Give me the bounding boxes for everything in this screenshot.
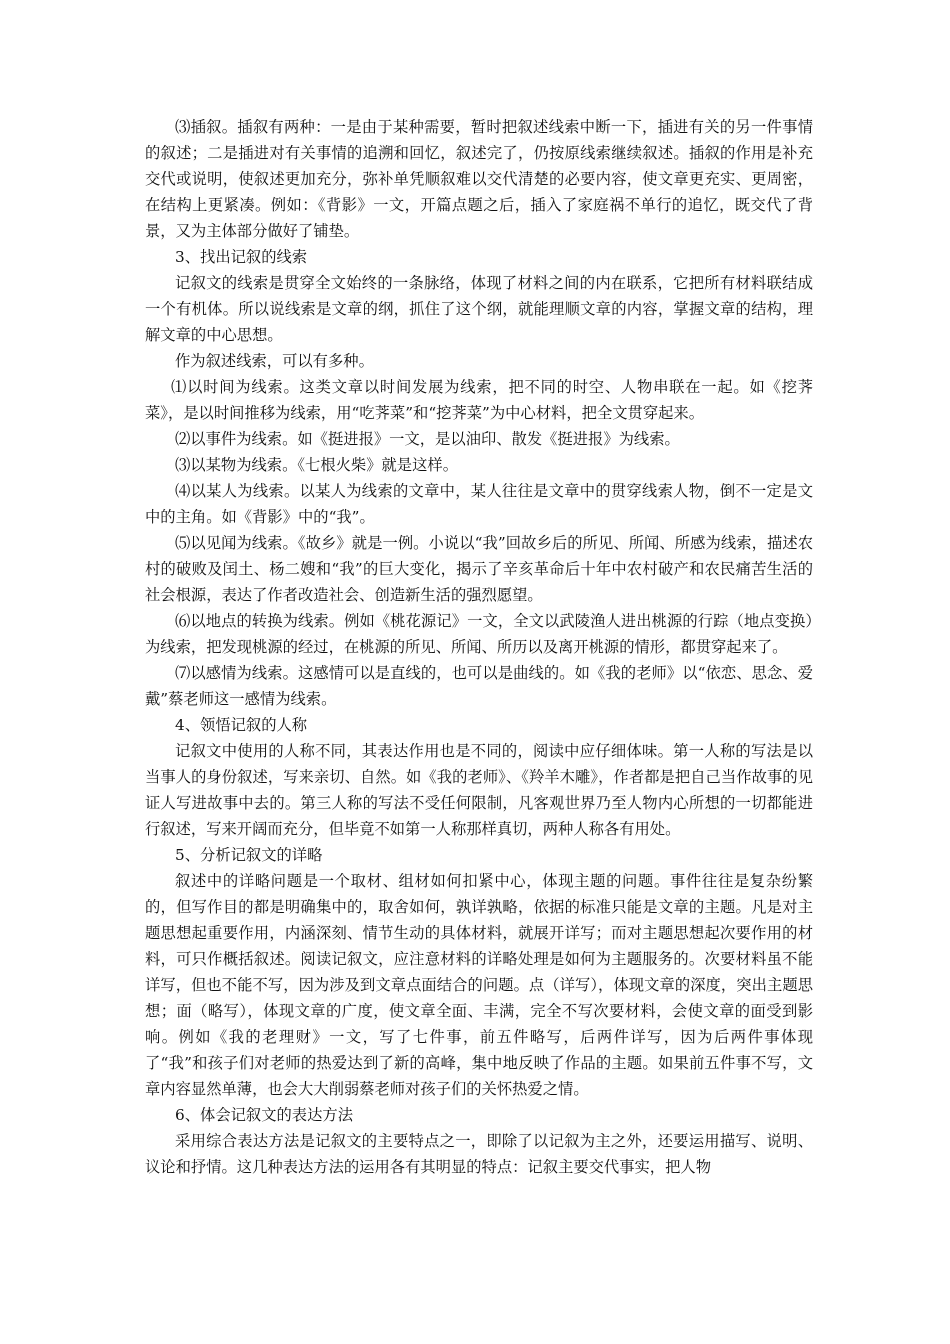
paragraph-clue-location: ⑹以地点的转换为线索。例如《桃花源记》一文，全文以武陵渔人进出桃源的行踪（地点变换）为线索，把发现桃源的经过，在桃源的所见、所闻、所历以及离开桃源的情形，都贯穿起来了。 [145, 612, 813, 656]
paragraph-clue-person: ⑷以某人为线索。以某人为线索的文章中，某人往往是文章中的贯穿线索人物，倒不一定是文中的主角。如《背影》中的“我”。 [145, 482, 813, 526]
paragraph-detail-brevity: 叙述中的详略问题是一个取材、组材如何扣紧中心，体现主题的问题。事件往往是复杂纷繁的，但写作目的都是明确集中的，取舍如何，孰详孰略，依据的标准只能是文章的主题。凡是对主题思想起重要作用，内涵深刻、情节生动的具体材料，就展开详写；而对主题思想起次要作用的材料，可只作概括叙述。阅读记叙文，应注意材料的详略处理是如何为主题服务的。次要材料虽不能详写，但也不能不写，因为涉及到文章点面结合的问题。点（详写），体现文章的深度，突出主题思想；面（略写），体现文章的广度，使文章全面、丰满，完全不写次要材料，会使文章的面受到影响。例如《我的老理财》一文，写了七件事，前五件略写，后两件详写，因为后两件事体现了“我”和孩子们对老师的热爱达到了新的高峰，集中地反映了作品的主题。如果前五件事不写，文章内容显然单薄，也会大大削弱蔡老师对孩子们的关怀热爱之情。 [145, 872, 813, 1098]
paragraph-expression-methods: 采用综合表达方法是记叙文的主要特点之一，即除了以记叙为主之外，还要运用描写、说明、议论和抒情。这几种表达方法的运用各有其明显的特点：记叙主要交代事实，把人物 [145, 1132, 813, 1176]
paragraph-clue-types-intro: 作为叙述线索，可以有多种。 [175, 352, 374, 370]
paragraph-insertion-narration: ⑶插叙。插叙有两种：一是由于某种需要，暂时把叙述线索中断一下，插进有关的另一件事情的叙述；二是插进对有关事情的追溯和回忆，叙述完了，仍按原线索继续叙述。插叙的作用是补充交代或说明，使叙述更加充分，弥补单凭顺叙难以交代清楚的必要内容，使文章更充实、更周密，在结构上更紧凑。例如：《背影》一文，开篇点题之后，插入了家庭祸不单行的追忆，既交代了背景，又为主体部分做好了铺垫。 [145, 118, 813, 240]
paragraph-narrative-person: 记叙文中使用的人称不同，其表达作用也是不同的，阅读中应仔细体味。第一人称的写法是以当事人的身份叙述，写来亲切、自然。如《我的老师》、《羚羊木雕》，作者都是把自己当作故事的见证人写进故事中去的。第三人称的写法不受任何限制，凡客观世界乃至人物内心所想的一切都能进行叙述，写来开阔而充分，但毕竟不如第一人称那样真切，两种人称各有用处。 [145, 742, 813, 838]
paragraph-clue-observation: ⑸以见闻为线索。《故乡》就是一例。小说以“我”回故乡后的所见、所闻、所感为线索，描述农村的破败及闰土、杨二嫂和“我”的巨大变化，揭示了辛亥革命后十年中农村破产和农民痛苦生活的社会根源，表达了作者改造社会、创造新生活的强烈愿望。 [145, 534, 813, 604]
paragraph-clue-event: ⑵以事件为线索。如《挺进报》一文，是以油印、散发《挺进报》为线索。 [175, 430, 680, 448]
paragraph-clue-emotion: ⑺以感情为线索。这感情可以是直线的，也可以是曲线的。如《我的老师》以“依恋、思念、爱戴”蔡老师这一感情为线索。 [145, 664, 813, 708]
paragraph-clue-definition: 记叙文的线索是贯穿全文始终的一条脉络，体现了材料之间的内在联系，它把所有材料联结成一个有机体。所以说线索是文章的纲，抓住了这个纲，就能理顺文章的内容，掌握文章的结构，理解文章的中心思想。 [145, 274, 813, 344]
heading-narrative-person: 4、领悟记叙的人称 [175, 716, 308, 734]
paragraph-clue-time: ⑴以时间为线索。这类文章以时间发展为线索，把不同的时空、人物串联在一起。如《挖荠菜》，是以时间推移为线索，用“吃荠菜”和“挖荠菜”为中心材料，把全文贯穿起来。 [145, 378, 813, 422]
document-page [145, 114, 813, 1180]
heading-expression-methods: 6、体会记叙文的表达方法 [175, 1106, 353, 1124]
paragraph-clue-object: ⑶以某物为线索。《七根火柴》就是这样。 [175, 456, 458, 474]
heading-find-clue: 3、找出记叙的线索 [175, 248, 308, 266]
heading-detail-brevity: 5、分析记叙文的详略 [175, 846, 323, 864]
